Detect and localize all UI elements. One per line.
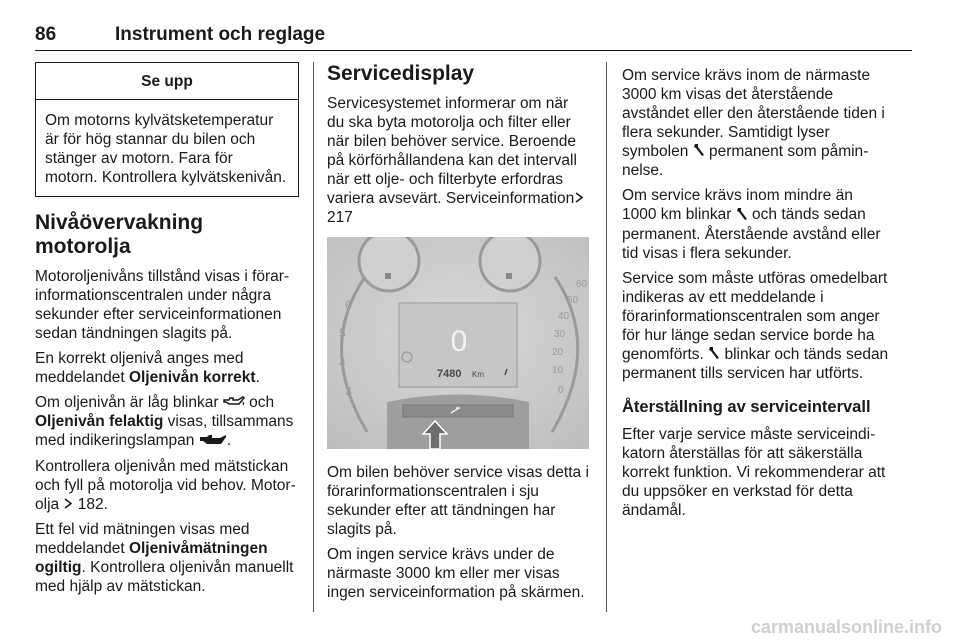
oil-section-heading: Nivåövervakning motorolja bbox=[35, 211, 204, 258]
message-text: Oljenivån felaktig bbox=[35, 413, 164, 431]
service-paragraph: Efter varje service måste serviceindikatorn återställas för att säkerställa korrekt funktion. Vi rekommenderar att du uppsöker en verkstad för detta ändamål. bbox=[622, 426, 886, 520]
watermark: carmanualsonline.info bbox=[750, 617, 942, 637]
cluster-tick-label: 30 bbox=[554, 329, 566, 341]
cluster-tick-label: 10 bbox=[552, 365, 564, 377]
column-divider bbox=[313, 62, 314, 612]
warning-box bbox=[35, 62, 299, 197]
oil-paragraph: Ett fel vid mätningen visas med meddelandet Oljenivåmätningen ogiltig. Kontrollera oljenivån manuellt med hjälp av mätstickan. bbox=[35, 521, 294, 596]
cluster-tick-label: 50 bbox=[567, 295, 579, 307]
ref-arrow-icon bbox=[63, 495, 73, 514]
reset-section-heading: Återställning av serviceintervall bbox=[622, 398, 871, 417]
wrench-icon bbox=[693, 142, 705, 161]
service-section-heading: Servicedisplay bbox=[327, 62, 475, 85]
cluster-unit: Km bbox=[472, 370, 484, 380]
service-paragraph: Om service krävs inom mindre än 1000 km blinkar och tänds sedan permanent. Återstående avstånd eller tid visas i flera sekunder. bbox=[622, 187, 881, 262]
cluster-tick-label: 6 bbox=[345, 298, 352, 313]
service-paragraph: Om bilen behöver service visas detta i förarinformationscentralen i sju sekunder efter att tändningen har slagits på. bbox=[327, 464, 589, 539]
column-3 bbox=[622, 66, 890, 526]
oil-paragraph: Motoroljenivåns tillstånd visas i förarinformationscentralen under några sekunder efter serviceinformationen sedan tändningen slagits på. bbox=[35, 268, 290, 342]
service-paragraph: Om service krävs inom de närmaste 3000 km visas det återstående avståndet eller den återstående tiden i flera sekunder. Samtidigt lyser symbolen permanent som påminnelse. bbox=[622, 67, 885, 180]
instrument-cluster-image bbox=[327, 237, 589, 449]
wrench-icon bbox=[708, 345, 720, 364]
page-number: 86 bbox=[35, 24, 57, 45]
warning-title: Se upp bbox=[36, 63, 298, 100]
column-divider bbox=[606, 62, 607, 612]
service-paragraph: Servicesystemet informerar om när du ska byta motorolja och filter eller när bilen behöver service. Beroende på körförhållandena kan det intervall när ett olje- och filterbyte erfordras variera avsevärt. Serviceinformation 217 bbox=[327, 94, 589, 227]
oil-paragraph: Om oljenivån är låg blinkar och Oljenivån felaktig visas, tillsammans med indikeringslampan . bbox=[35, 394, 294, 450]
oil-paragraph: Kontrollera oljenivån med mätstickan och fyll på motorolja vid behov. Motorolja 182. bbox=[35, 457, 296, 513]
message-text: Oljenivån korrekt bbox=[128, 369, 256, 386]
cluster-tick-label: 5 bbox=[339, 326, 346, 341]
ref-arrow-icon bbox=[574, 189, 584, 208]
column-2 bbox=[327, 62, 589, 608]
wrench-icon bbox=[736, 206, 748, 225]
oil-paragraph: En korrekt oljenivå anges med meddelandet Oljenivån korrekt. bbox=[35, 350, 260, 386]
cluster-odometer: 7480 bbox=[437, 368, 462, 381]
warning-body: Om motorns kylvätsketemperatur är för hög stannar du bilen och stänger av motorn. Fara för motorn. Kontrollera kylvätskenivån. bbox=[45, 112, 287, 186]
cluster-tick-label: 4 bbox=[339, 356, 346, 371]
oil-can-icon bbox=[223, 393, 245, 412]
cluster-big-value: 0 bbox=[450, 325, 468, 359]
service-paragraph: Om ingen service krävs under de närmaste 3000 km eller mer visas ingen serviceinformation på skärmen. bbox=[327, 546, 585, 602]
page-header bbox=[35, 24, 912, 51]
cluster-tick-label: 20 bbox=[552, 347, 564, 359]
oil-pressure-lamp-icon bbox=[199, 432, 227, 451]
cluster-tick-label: 60 bbox=[576, 279, 588, 291]
cluster-tick-label: 0 bbox=[558, 385, 564, 397]
message-text: Oljenivåmätningen ogiltig bbox=[35, 540, 268, 577]
cluster-tick-label: 3 bbox=[345, 384, 352, 399]
column-1 bbox=[35, 62, 299, 602]
cluster-tick-label: 40 bbox=[558, 311, 570, 323]
running-title: Instrument och reglage bbox=[115, 24, 326, 45]
service-paragraph: Service som måste utföras omedelbart indikeras av ett meddelande i förarinformationscentralen som anger för hur länge sedan service borde ha genomförts. blinkar och tänds sedan permanent tills servicen har utförts. bbox=[622, 269, 889, 383]
